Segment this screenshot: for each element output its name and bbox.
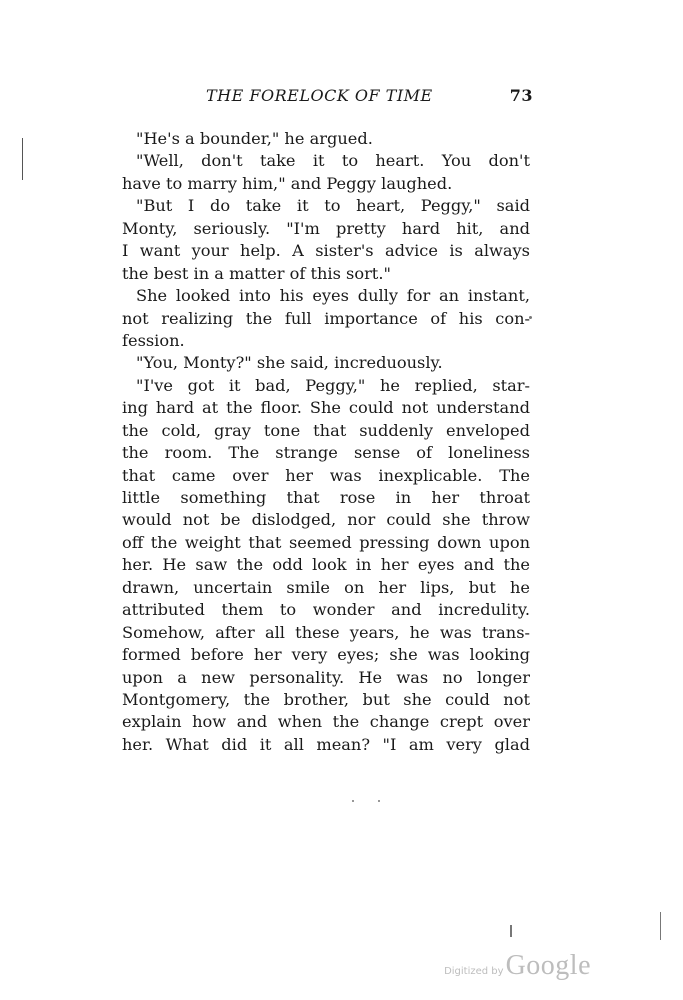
speck-mark — [378, 800, 380, 802]
text-line: would not be dislodged, nor could she throw — [122, 510, 530, 530]
margin-rule — [22, 138, 23, 180]
text-line: the cold, gray tone that suddenly enveloped — [122, 420, 530, 440]
text-line: Somehow, after all these years, he was trans- — [122, 622, 530, 642]
speck-mark — [660, 912, 661, 940]
text-line: "But I do take it to heart, Peggy," said — [136, 196, 530, 216]
watermark-digitized-text: Digitized by — [444, 966, 504, 977]
text-line: attributed them to wonder and incredulity. — [122, 600, 530, 620]
text-line: I want your help. A sister's advice is always — [122, 241, 530, 261]
text-line: her. He saw the odd look in her eyes and the — [122, 555, 530, 575]
text-line: "He's a bounder," he argued. — [136, 129, 373, 148]
text-line: fession. — [122, 330, 185, 350]
text-line: not realizing the full importance of his con- — [122, 308, 530, 328]
text-line: Monty, seriously. "I'm pretty hard hit, and — [122, 218, 530, 238]
speck-mark — [352, 800, 354, 802]
text-line: that came over her was inexplicable. The — [122, 465, 530, 485]
body-text — [122, 128, 530, 756]
text-line: drawn, uncertain smile on her lips, but he — [122, 577, 530, 597]
text-line: "You, Monty?" she said, increduously. — [136, 353, 443, 373]
text-line: "I've got it bad, Peggy," he replied, star- — [136, 375, 530, 395]
text-line: formed before her very eyes; she was looking — [122, 645, 530, 665]
page-header — [206, 86, 533, 105]
text-line: little something that rose in her throat — [122, 488, 530, 507]
text-line: have to marry him," and Peggy laughed. — [122, 173, 453, 193]
running-title: THE FORELOCK OF TIME — [206, 86, 433, 105]
page-number: 73 — [509, 86, 533, 105]
text-line: the best in a matter of this sort." — [122, 263, 391, 283]
text-line: Montgomery, the brother, but she could not — [122, 689, 530, 709]
text-line: the room. The strange sense of loneliness — [122, 443, 530, 463]
text-line: upon a new personality. He was no longer — [122, 667, 530, 687]
speck-mark — [510, 925, 512, 937]
text-line: off the weight that seemed pressing down upon — [122, 532, 530, 552]
text-line: explain how and when the change crept over — [122, 712, 530, 732]
watermark-brand-text: Google — [505, 950, 591, 981]
text-line: ing hard at the floor. She could not understand — [122, 398, 530, 418]
digitized-by-google-watermark — [444, 950, 591, 982]
text-line: her. What did it all mean? "I am very glad — [122, 734, 530, 754]
text-line: She looked into his eyes dully for an instant, — [136, 286, 530, 306]
text-line: "Well, don't take it to heart. You don't — [136, 151, 530, 171]
